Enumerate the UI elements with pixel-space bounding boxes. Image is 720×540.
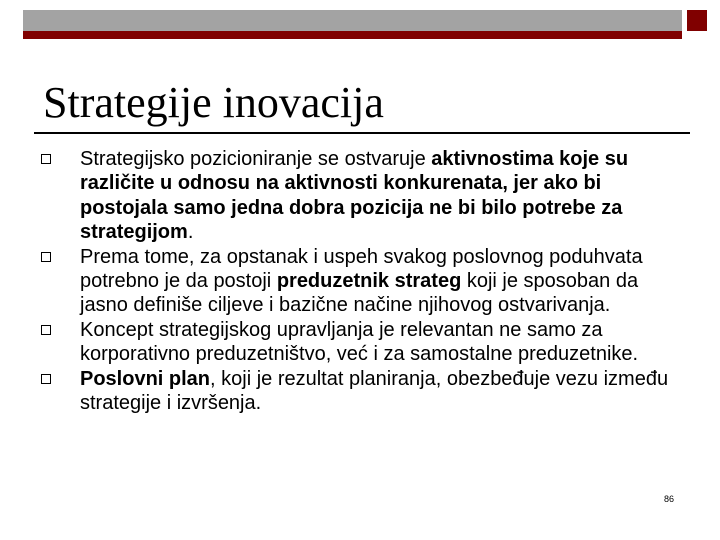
hollow-square-bullet-icon [41, 154, 51, 164]
page-number: 86 [664, 494, 675, 504]
bullet-text [80, 319, 638, 365]
bullet-text-segment: . [187, 221, 194, 244]
title-divider [34, 132, 690, 134]
bullet-item [0, 318, 684, 367]
bullet-text [80, 368, 668, 414]
bullet-text [80, 246, 643, 317]
bullet-text-bold-segment: preduzetnik strateg [276, 270, 462, 293]
bullet-text-segment: Prema tome, za opstanak i uspeh svakog poslovnog poduhvata potrebno je da postoji [80, 245, 643, 293]
bullet-text [80, 148, 628, 243]
bullet-text-segment: Strategijsko pozicioniranje se ostvaruje [80, 148, 432, 170]
bullet-text-segment: koji je sposoban da jasno definiše ciljeve i bazične načine njihovog ostvarivanja. [80, 270, 639, 317]
bullet-item [0, 367, 684, 416]
bullet-text-bold-segment: aktivnostima koje su različite u odnosu na aktivnosti konkurenata, jer ako bi postojala samo jedna dobra pozicija ne bi bilo potrebe za strategijom [80, 148, 629, 244]
bullet-text-bold-segment: Poslovni plan [80, 367, 211, 390]
header-accent-stripe [23, 31, 682, 39]
hollow-square-bullet-icon [41, 252, 51, 262]
bullet-item [0, 245, 684, 318]
hollow-square-bullet-icon [41, 325, 51, 335]
bullet-item [0, 147, 684, 245]
bullet-list [0, 147, 720, 415]
bullet-text-segment: Koncept strategijskog upravljanja je relevantan ne samo za korporativno preduzetništvo, već i za samostalne preduzetnike. [80, 318, 639, 366]
slide-title: Strategije inovacija [43, 78, 384, 127]
hollow-square-bullet-icon [41, 374, 51, 384]
header-decoration-bar [23, 10, 682, 39]
corner-accent-square [687, 10, 707, 31]
bullet-text-segment: , koji je rezultat planiranja, obezbeđuje vezu između strategije i izvršenja. [80, 367, 669, 415]
